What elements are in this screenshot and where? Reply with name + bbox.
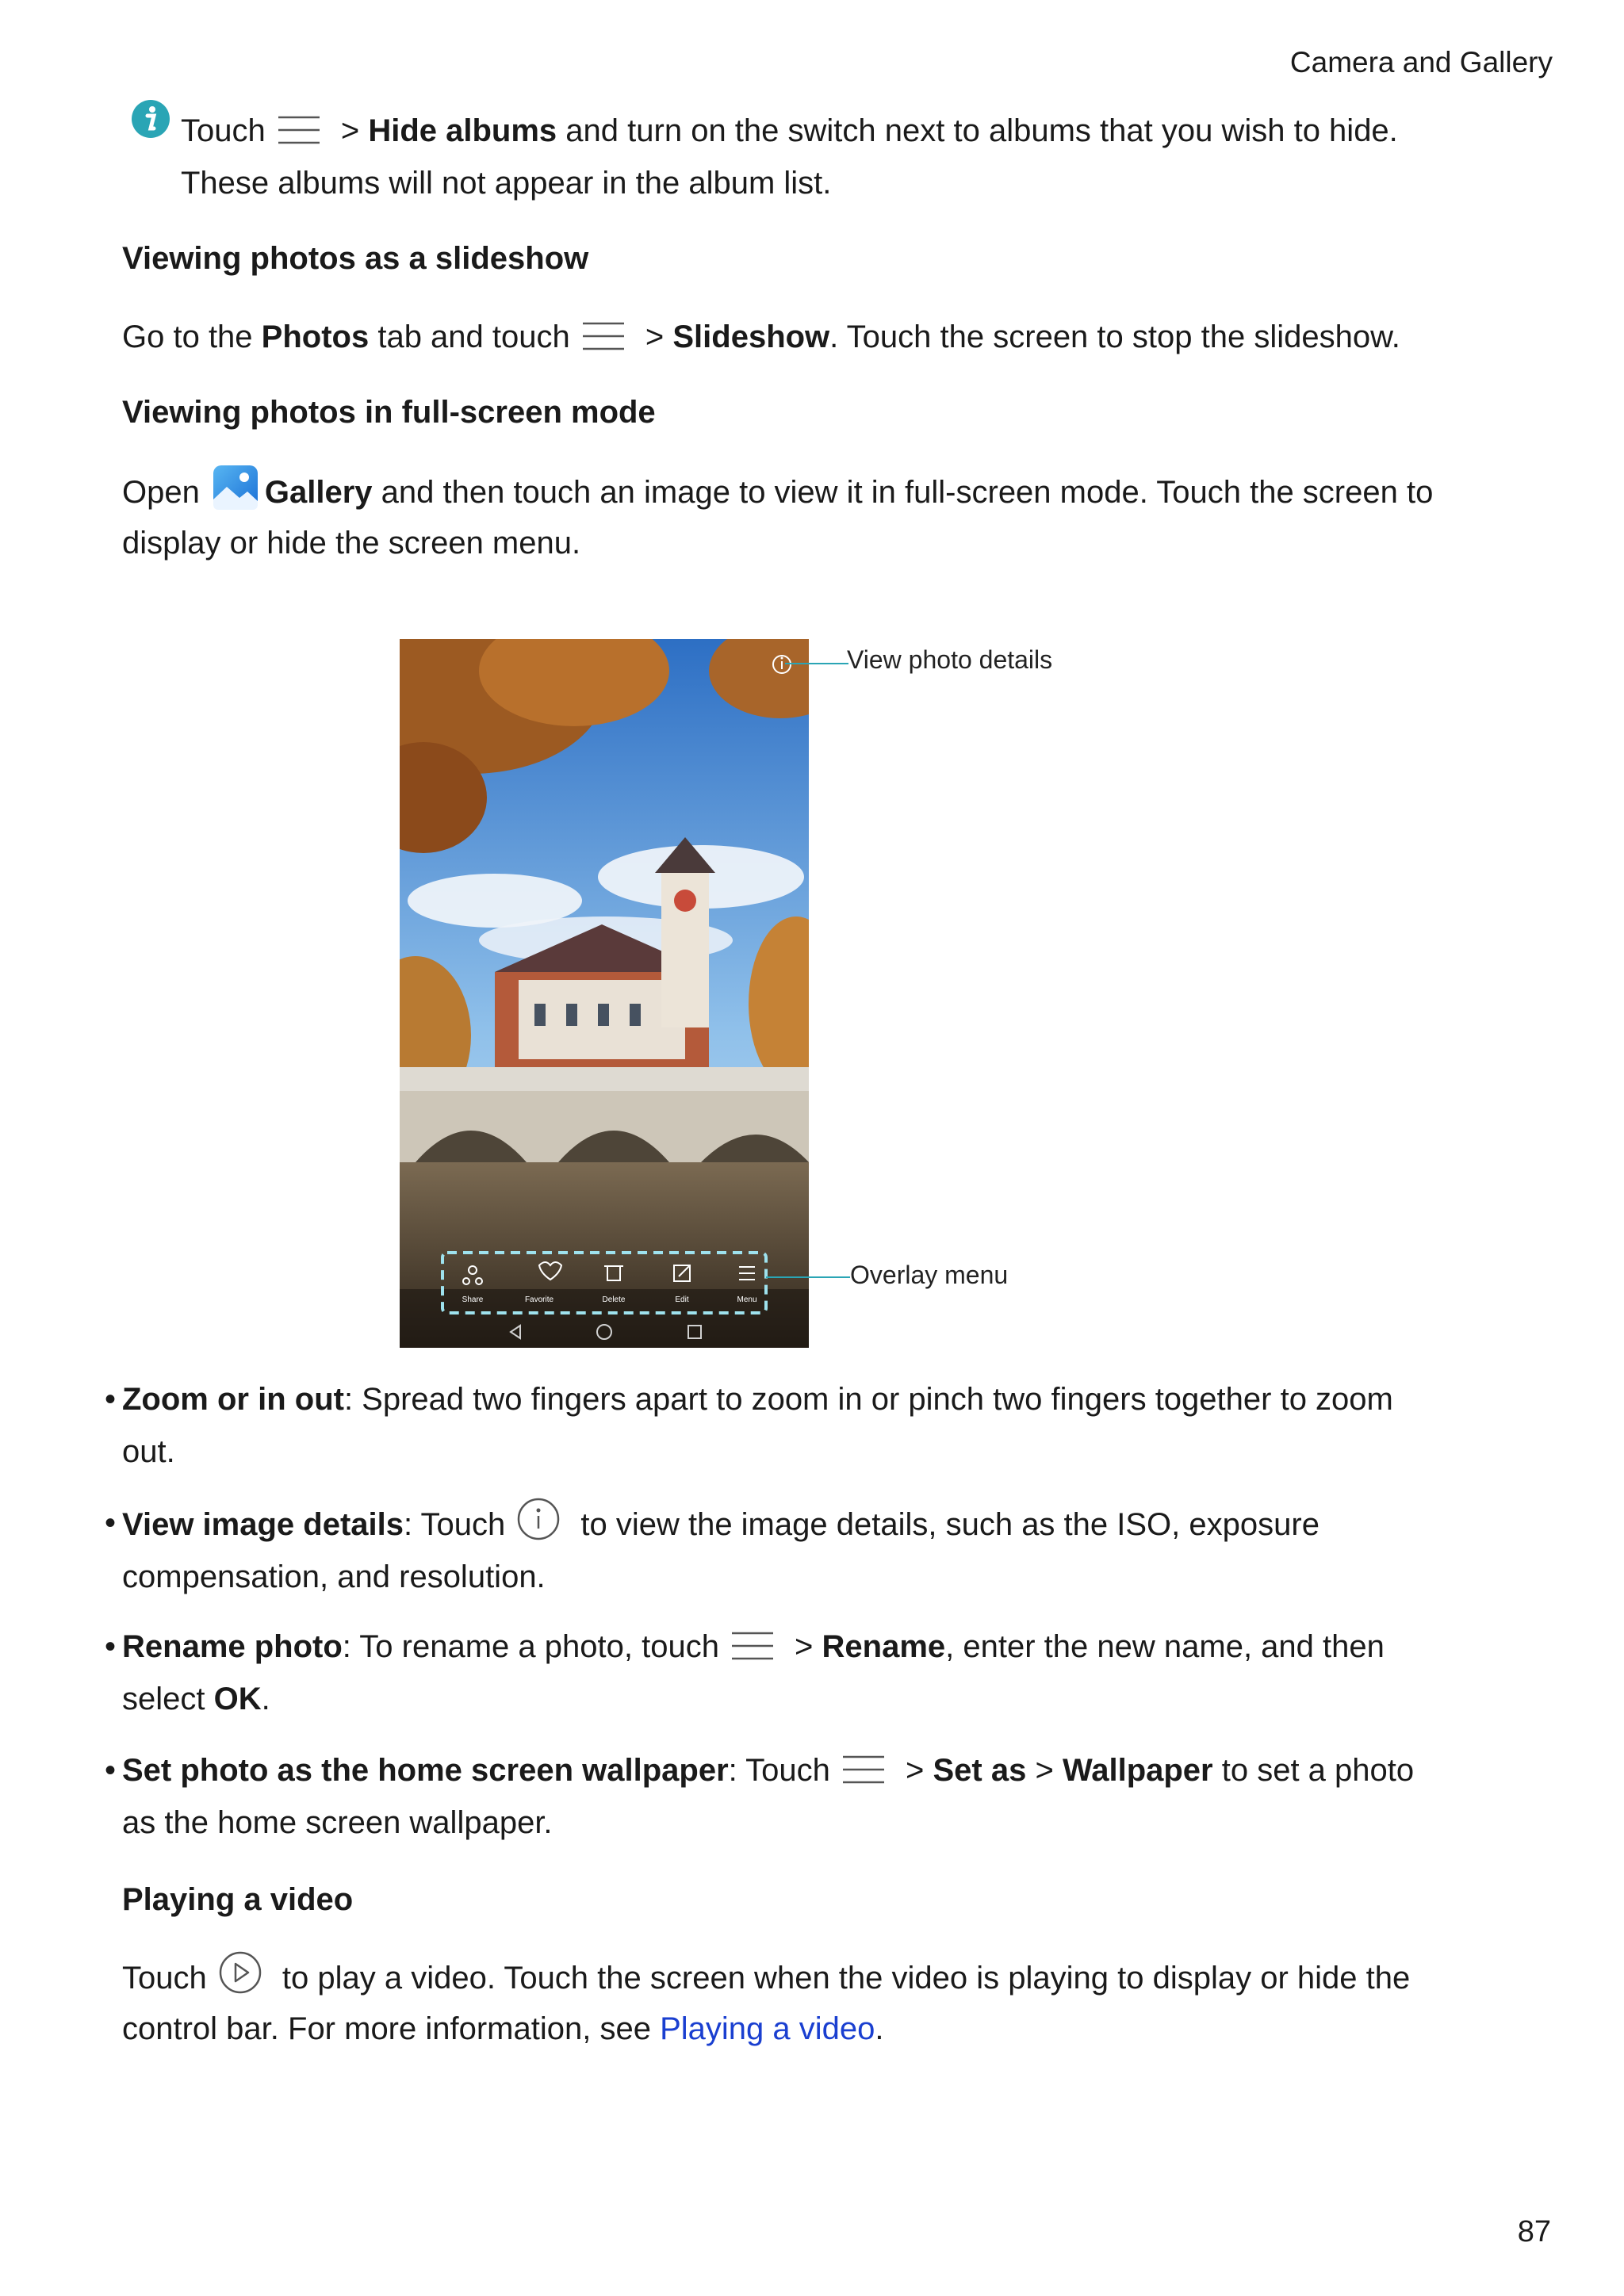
heading-slideshow: Viewing photos as a slideshow bbox=[122, 241, 589, 276]
bullet-dot: • bbox=[105, 1753, 117, 1788]
play-icon bbox=[218, 1950, 262, 1995]
menu-label-edit: Edit bbox=[675, 1295, 689, 1304]
bullet-dot: • bbox=[105, 1382, 117, 1417]
callout-line-overlay bbox=[766, 1276, 850, 1278]
video-line-2: control bar. For more information, see Playing a video. bbox=[122, 2011, 884, 2046]
menu-icon bbox=[581, 320, 626, 352]
section-header: Camera and Gallery bbox=[1289, 46, 1553, 78]
video-line-1: Touch to play a video. Touch the screen when the video is playing to display or hide the bbox=[122, 1950, 1410, 2004]
phone-screenshot bbox=[400, 639, 809, 1348]
playing-video-link[interactable]: Playing a video bbox=[660, 2011, 875, 2046]
menu-label-favorite: Favorite bbox=[524, 1295, 554, 1304]
fullscreen-line-2: display or hide the screen menu. bbox=[122, 526, 581, 561]
heading-fullscreen: Viewing photos in full-screen mode bbox=[122, 395, 656, 430]
menu-label-menu: Menu bbox=[737, 1295, 757, 1304]
note-line-1: Touch > Hide albums and turn on the switch next to albums that you wish to hide. bbox=[181, 113, 1398, 148]
menu-icon bbox=[277, 114, 321, 146]
bullet-zoom: • Zoom or in out: Spread two fingers apart to zoom in or pinch two fingers together to zoom out. bbox=[122, 1373, 1502, 1478]
info-icon bbox=[130, 98, 171, 140]
info-outline-icon bbox=[516, 1497, 561, 1541]
bullet-wallpaper: • Set photo as the home screen wallpaper: Touch > Set as > Wallpaper to set a photo as the home screen wallpaper. bbox=[122, 1744, 1502, 1849]
callout-view-photo-details: View photo details bbox=[847, 645, 1053, 674]
menu-label-delete: Delete bbox=[602, 1295, 626, 1304]
menu-icon bbox=[730, 1630, 775, 1662]
bullet-details: • View image details: Touch to view the image details, such as the ISO, exposure compensation, and resolution. bbox=[122, 1497, 1502, 1603]
fullscreen-line-1: Open Gallery and then touch an image to view it in full-screen mode. Touch the screen to bbox=[122, 465, 1433, 519]
page-number: 87 bbox=[1517, 2215, 1551, 2248]
bullet-dot: • bbox=[105, 1506, 117, 1540]
gallery-app-icon bbox=[213, 465, 259, 511]
menu-label-share: Share bbox=[462, 1295, 484, 1304]
bullet-dot: • bbox=[105, 1629, 117, 1664]
callout-line-details bbox=[785, 663, 848, 664]
bullet-rename: • Rename photo: To rename a photo, touch > Rename, enter the new name, and then select OK. bbox=[122, 1621, 1502, 1725]
note-line-2: These albums will not appear in the album list. bbox=[181, 166, 832, 201]
slideshow-paragraph: Go to the Photos tab and touch > Slideshow. Touch the screen to stop the slideshow. bbox=[122, 320, 1400, 354]
heading-playing-video: Playing a video bbox=[122, 1882, 354, 1917]
menu-icon bbox=[841, 1754, 886, 1785]
callout-overlay-menu: Overlay menu bbox=[850, 1261, 1009, 1289]
